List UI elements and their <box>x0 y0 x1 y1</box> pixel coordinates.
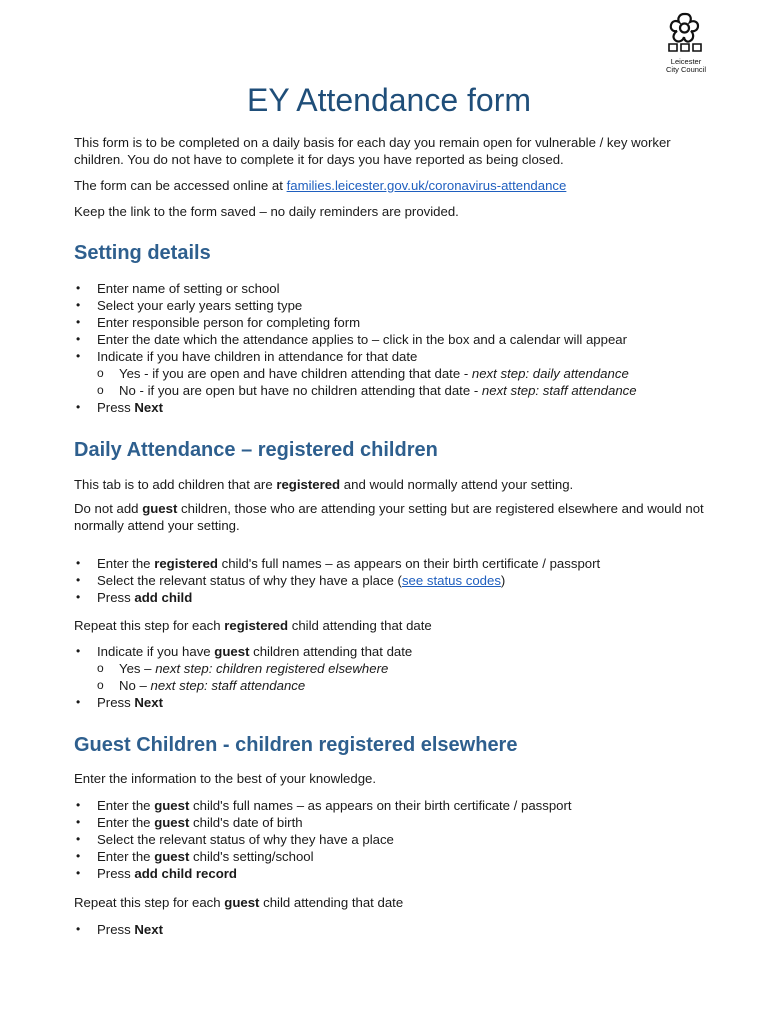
text: Enter the <box>97 815 155 830</box>
press-text: Press <box>97 695 135 710</box>
intro-reminder: Keep the link to the form saved – no daily reminders are provided. <box>74 204 459 219</box>
text: Indicate if you have <box>97 644 215 659</box>
sub-list-item-no <box>97 382 704 399</box>
text: child's setting/school <box>189 849 314 864</box>
text: child attending that date <box>259 895 404 910</box>
list-item <box>74 643 704 694</box>
bold-text: registered <box>154 556 218 571</box>
next-label: Next <box>134 400 163 415</box>
text: ) <box>500 573 506 588</box>
text: Repeat this step for each <box>74 618 225 633</box>
daily-guest-list <box>74 643 704 711</box>
text: child's full names – as appears on their birth certificate / passport <box>189 798 572 813</box>
text: Press <box>97 866 135 881</box>
guest-steps-list <box>74 797 704 882</box>
text: Select the relevant status of why they have a place ( <box>97 573 402 588</box>
setting-details-list <box>74 280 704 416</box>
bold-text: guest <box>214 644 250 659</box>
list-item <box>74 399 704 416</box>
daily-sub-list <box>97 660 704 694</box>
text: Do not add <box>74 501 143 516</box>
sub-list-item-yes <box>97 365 704 382</box>
list-item: • Select the relevant status of why they have a place <box>74 831 704 848</box>
page-title: EY Attendance form <box>246 82 532 118</box>
list-item <box>74 865 704 882</box>
bold-text: add child <box>134 590 193 605</box>
text: children attending that date <box>249 644 413 659</box>
guest-children-heading: Guest Children - children registered elsewhere <box>74 734 518 756</box>
press-text: Press <box>97 400 135 415</box>
setting-sub-list <box>97 365 704 399</box>
text: Repeat this step for each <box>74 895 225 910</box>
daily-intro <box>74 476 704 493</box>
list-item <box>74 848 704 865</box>
daily-steps-list <box>74 555 704 606</box>
sub-item-text: No – <box>119 678 151 693</box>
list-item <box>74 814 704 831</box>
daily-guest-note <box>74 500 704 534</box>
next-step-text: next step: staff attendance <box>150 678 306 693</box>
setting-details-heading: Setting details <box>74 242 211 264</box>
rose-emblem-icon <box>663 10 709 56</box>
list-item <box>74 694 704 711</box>
bold-text: registered <box>224 618 289 633</box>
list-item <box>74 589 704 606</box>
intro-paragraph: This form is to be completed on a daily basis for each day you remain open for vulnerable / key worker children. You do not have to complete it for days you have reported as being closed. <box>74 135 671 167</box>
text: and would normally attend your setting. <box>340 477 574 492</box>
list-item <box>74 572 704 589</box>
text: child attending that date <box>288 618 432 633</box>
list-item: • Enter the date which the attendance applies to – click in the box and a calendar will appear <box>74 331 704 348</box>
text: Enter the <box>97 556 155 571</box>
next-step-text: next step: daily attendance <box>471 366 629 381</box>
guest-intro: Enter the information to the best of your knowledge. <box>74 771 377 786</box>
intro-link-prefix: The form can be accessed online at <box>74 178 287 193</box>
list-item-text: Indicate if you have children in attendance for that date <box>97 349 418 364</box>
next-label: Next <box>134 695 163 710</box>
next-step-text: next step: staff attendance <box>481 383 637 398</box>
sub-item-text: Yes – <box>119 661 156 676</box>
attendance-form-link[interactable]: families.leicester.gov.uk/coronavirus-attendance <box>286 178 567 193</box>
daily-repeat-note <box>74 617 704 634</box>
bold-text: guest <box>142 501 178 516</box>
sub-list-item-no <box>97 677 704 694</box>
list-item <box>74 555 704 572</box>
bold-text: guest <box>224 895 260 910</box>
list-item <box>74 797 704 814</box>
bold-text: guest <box>154 798 190 813</box>
guest-repeat-note <box>74 894 704 911</box>
text: children, those who are attending your setting but are registered elsewhere and would not normally attend your setting. <box>74 501 704 533</box>
press-text: Press <box>97 922 135 937</box>
text: Enter the <box>97 798 155 813</box>
text: This tab is to add children that are <box>74 477 277 492</box>
logo-text-line1: Leicester <box>670 57 702 66</box>
leicester-city-council-logo <box>660 10 712 74</box>
text: child's date of birth <box>189 815 303 830</box>
bold-text: add child record <box>134 866 237 881</box>
daily-attendance-heading: Daily Attendance – registered children <box>74 439 438 461</box>
bold-text: registered <box>276 477 341 492</box>
sub-list-item-yes <box>97 660 704 677</box>
bold-text: guest <box>154 815 190 830</box>
intro-link-paragraph <box>74 177 704 194</box>
list-item <box>74 921 704 938</box>
sub-item-text: Yes - if you are open and have children attending that date - <box>119 366 472 381</box>
guest-final-list <box>74 921 704 938</box>
sub-item-text: No - if you are open but have no children attending that date - <box>119 383 482 398</box>
text: Press <box>97 590 135 605</box>
text: Enter the <box>97 849 155 864</box>
list-item <box>74 348 704 399</box>
text: child's full names – as appears on their birth certificate / passport <box>217 556 601 571</box>
status-codes-link[interactable]: see status codes <box>401 573 501 588</box>
next-label: Next <box>134 922 163 937</box>
logo-text-line2: City Council <box>665 65 706 74</box>
list-item: • Enter responsible person for completing form <box>74 314 704 331</box>
next-step-text: next step: children registered elsewhere <box>155 661 389 676</box>
bold-text: guest <box>154 849 190 864</box>
list-item: • Select your early years setting type <box>74 297 704 314</box>
list-item: • Enter name of setting or school <box>74 280 704 297</box>
